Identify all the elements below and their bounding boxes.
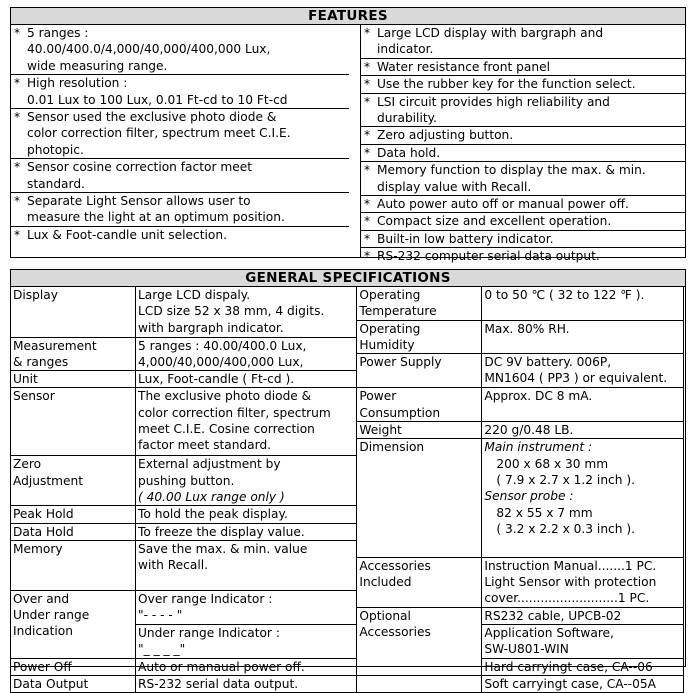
operating-temperature-value: 0 to 50 ℃ ( 32 to 122 ℉ ).: [482, 287, 684, 321]
feature-item: [361, 196, 686, 213]
bullet-star-icon: *: [364, 26, 371, 40]
operating-temperature-label: Operating Temperature: [357, 287, 482, 321]
feature-item: [361, 59, 686, 76]
bullet-star-icon: *: [364, 128, 371, 143]
feature-line: indicator.: [377, 42, 434, 57]
sensor-probe-label: Sensor probe :: [484, 489, 574, 504]
memory-label: Memory: [11, 540, 136, 590]
bullet-star-icon: *: [364, 231, 371, 246]
feature-line: standard.: [27, 176, 85, 191]
feature-line: Built-in low battery indicator.: [377, 231, 554, 246]
feature-item: [11, 159, 349, 193]
feature-item: [11, 227, 349, 243]
accessories-value: Instruction Manual.......1 PC. Light Sensor with protection cover..........................1 PC.: [482, 557, 684, 607]
optional-item-hard-case: Hard carryingt case, CA--06: [482, 658, 684, 675]
sensor-label: Sensor: [11, 388, 136, 456]
optional-accessories-label: Optional Accessories: [357, 607, 482, 675]
under-range-value: Under range Indicator : "_ _ _ _": [136, 625, 357, 659]
feature-line: durability.: [377, 111, 437, 126]
bullet-star-icon: *: [364, 145, 371, 160]
specs-table: [10, 286, 684, 693]
weight-value: 220 g/0.48 LB.: [482, 422, 684, 439]
power-supply-label: Power Supply: [357, 354, 482, 388]
power-off-label: Power Off: [11, 658, 136, 675]
power-supply-value: DC 9V battery. 006P, MN1604 ( PP3 ) or equivalent.: [482, 354, 684, 388]
power-consumption-value: Approx. DC 8 mA.: [482, 388, 684, 422]
feature-line: Auto power auto off or manual power off.: [377, 197, 629, 212]
zero-adjustment-label: Zero Adjustment: [11, 456, 136, 506]
feature-line: photopic.: [27, 142, 84, 157]
display-label: Display: [11, 287, 136, 338]
optional-blank-cell: [357, 675, 482, 692]
zero-adjustment-value: External adjustment by pushing button. ( 40.00 Lux range only ): [136, 456, 357, 506]
dimension-label: Dimension: [357, 439, 482, 557]
display-value: Large LCD dispaly. LCD size 52 x 38 mm, 4 digits. with bargraph indicator.: [136, 287, 357, 338]
features-panel: [10, 7, 686, 264]
bullet-star-icon: *: [364, 77, 371, 92]
bullet-star-icon: *: [14, 76, 21, 91]
weight-label: Weight: [357, 422, 482, 439]
bullet-star-icon: *: [364, 94, 371, 109]
feature-line: 40.00/400.0/4,000/40,000/400,000 Lux,: [27, 42, 271, 57]
feature-line: LSI circuit provides high reliability and: [377, 94, 610, 109]
unit-label: Unit: [11, 371, 136, 388]
feature-line: measure the light at an optimum position.: [27, 210, 285, 225]
feature-line: 0.01 Lux to 100 Lux, 0.01 Ft-cd to 10 Ft-cd: [27, 92, 288, 107]
operating-humidity-value: Max. 80% RH.: [482, 320, 684, 354]
feature-line: Sensor used the exclusive photo diode &: [27, 110, 277, 125]
unit-value: Lux, Foot-candle ( Ft-cd ).: [136, 371, 357, 388]
feature-item: [361, 162, 686, 196]
feature-line: Sensor cosine correction factor meet: [27, 160, 252, 175]
over-range-value: Over range Indicator : "- - - - ": [136, 590, 357, 624]
feature-line: High resolution :: [27, 76, 128, 91]
feature-item: [361, 94, 686, 128]
feature-item: [361, 76, 686, 93]
feature-item: [361, 25, 686, 59]
sensor-value: The exclusive photo diode & color correction filter, spectrum meet C.I.E. Cosine correction factor meet standard.: [136, 388, 357, 456]
data-hold-value: To freeze the display value.: [136, 523, 357, 540]
feature-line: Data hold.: [377, 145, 441, 160]
optional-item-soft-case: Soft carryingt case, CA--05A: [482, 675, 684, 692]
main-instrument-label: Main instrument :: [484, 440, 593, 455]
feature-line: Compact size and excellent operation.: [377, 214, 612, 229]
feature-item: [11, 75, 349, 109]
bullet-star-icon: *: [364, 197, 371, 212]
features-title: FEATURES: [11, 8, 685, 25]
measurement-value: 5 ranges : 40.00/400.0 Lux, 4,000/40,000/400,000 Lux,: [136, 337, 357, 371]
features-left-column: [11, 25, 349, 243]
bullet-star-icon: *: [14, 227, 21, 242]
bullet-star-icon: *: [14, 110, 21, 125]
data-output-label: Data Output: [11, 675, 136, 692]
optional-item-rs232: RS232 cable, UPCB-02: [482, 607, 684, 624]
peak-hold-label: Peak Hold: [11, 506, 136, 523]
feature-line: Use the rubber key for the function select.: [377, 77, 636, 92]
bullet-star-icon: *: [14, 160, 21, 175]
feature-line: Zero adjusting button.: [377, 128, 514, 143]
bullet-star-icon: *: [364, 214, 371, 229]
features-right-column: [360, 25, 686, 264]
data-hold-label: Data Hold: [11, 523, 136, 540]
feature-item: [361, 213, 686, 230]
feature-line: Separate Light Sensor allows user to: [27, 194, 251, 209]
feature-item: [11, 193, 349, 227]
feature-line: RS-232 computer serial data output.: [377, 249, 600, 264]
data-output-value: RS-232 serial data output.: [136, 675, 357, 692]
feature-item: [361, 145, 686, 162]
over-under-range-label: Over and Under range Indication: [11, 590, 136, 658]
feature-item: [361, 231, 686, 248]
dimension-value: Main instrument : 200 x 68 x 30 mm ( 7.9 x 2.7 x 1.2 inch ). Sensor probe : 82 x 55 x 7 mm ( 3.2 x 2.2 x 0.3 inch ).: [482, 439, 684, 557]
feature-item: [361, 127, 686, 144]
power-consumption-label: Power Consumption: [357, 388, 482, 422]
specs-panel: [10, 269, 686, 691]
bullet-star-icon: *: [14, 26, 21, 40]
bullet-star-icon: *: [364, 249, 371, 264]
feature-line: 5 ranges :: [27, 26, 89, 40]
memory-value: Save the max. & min. value with Recall.: [136, 540, 357, 590]
feature-line: Large LCD display with bargraph and: [377, 26, 604, 40]
feature-item: [11, 109, 349, 159]
feature-item: [361, 248, 686, 264]
feature-line: Water resistance front panel: [377, 59, 550, 74]
measurement-label: Measurement & ranges: [11, 337, 136, 371]
feature-line: wide measuring range.: [27, 58, 168, 73]
optional-item-software: Application Software, SW-U801-WIN: [482, 625, 684, 659]
operating-humidity-label: Operating Humidity: [357, 320, 482, 354]
feature-line: color correction filter, spectrum meet C.I.E.: [27, 126, 291, 141]
bullet-star-icon: *: [364, 59, 371, 74]
feature-line: Memory function to display the max. & min.: [377, 163, 646, 178]
peak-hold-value: To hold the peak display.: [136, 506, 357, 523]
feature-line: Lux & Foot-candle unit selection.: [27, 227, 227, 242]
accessories-label: Accessories Included: [357, 557, 482, 607]
bullet-star-icon: *: [14, 194, 21, 209]
power-off-value: Auto or manaual power off.: [136, 658, 357, 675]
bullet-star-icon: *: [364, 163, 371, 178]
feature-item: [11, 25, 349, 75]
feature-line: display value with Recall.: [377, 179, 532, 194]
specs-title: GENERAL SPECIFICATIONS: [11, 270, 685, 287]
